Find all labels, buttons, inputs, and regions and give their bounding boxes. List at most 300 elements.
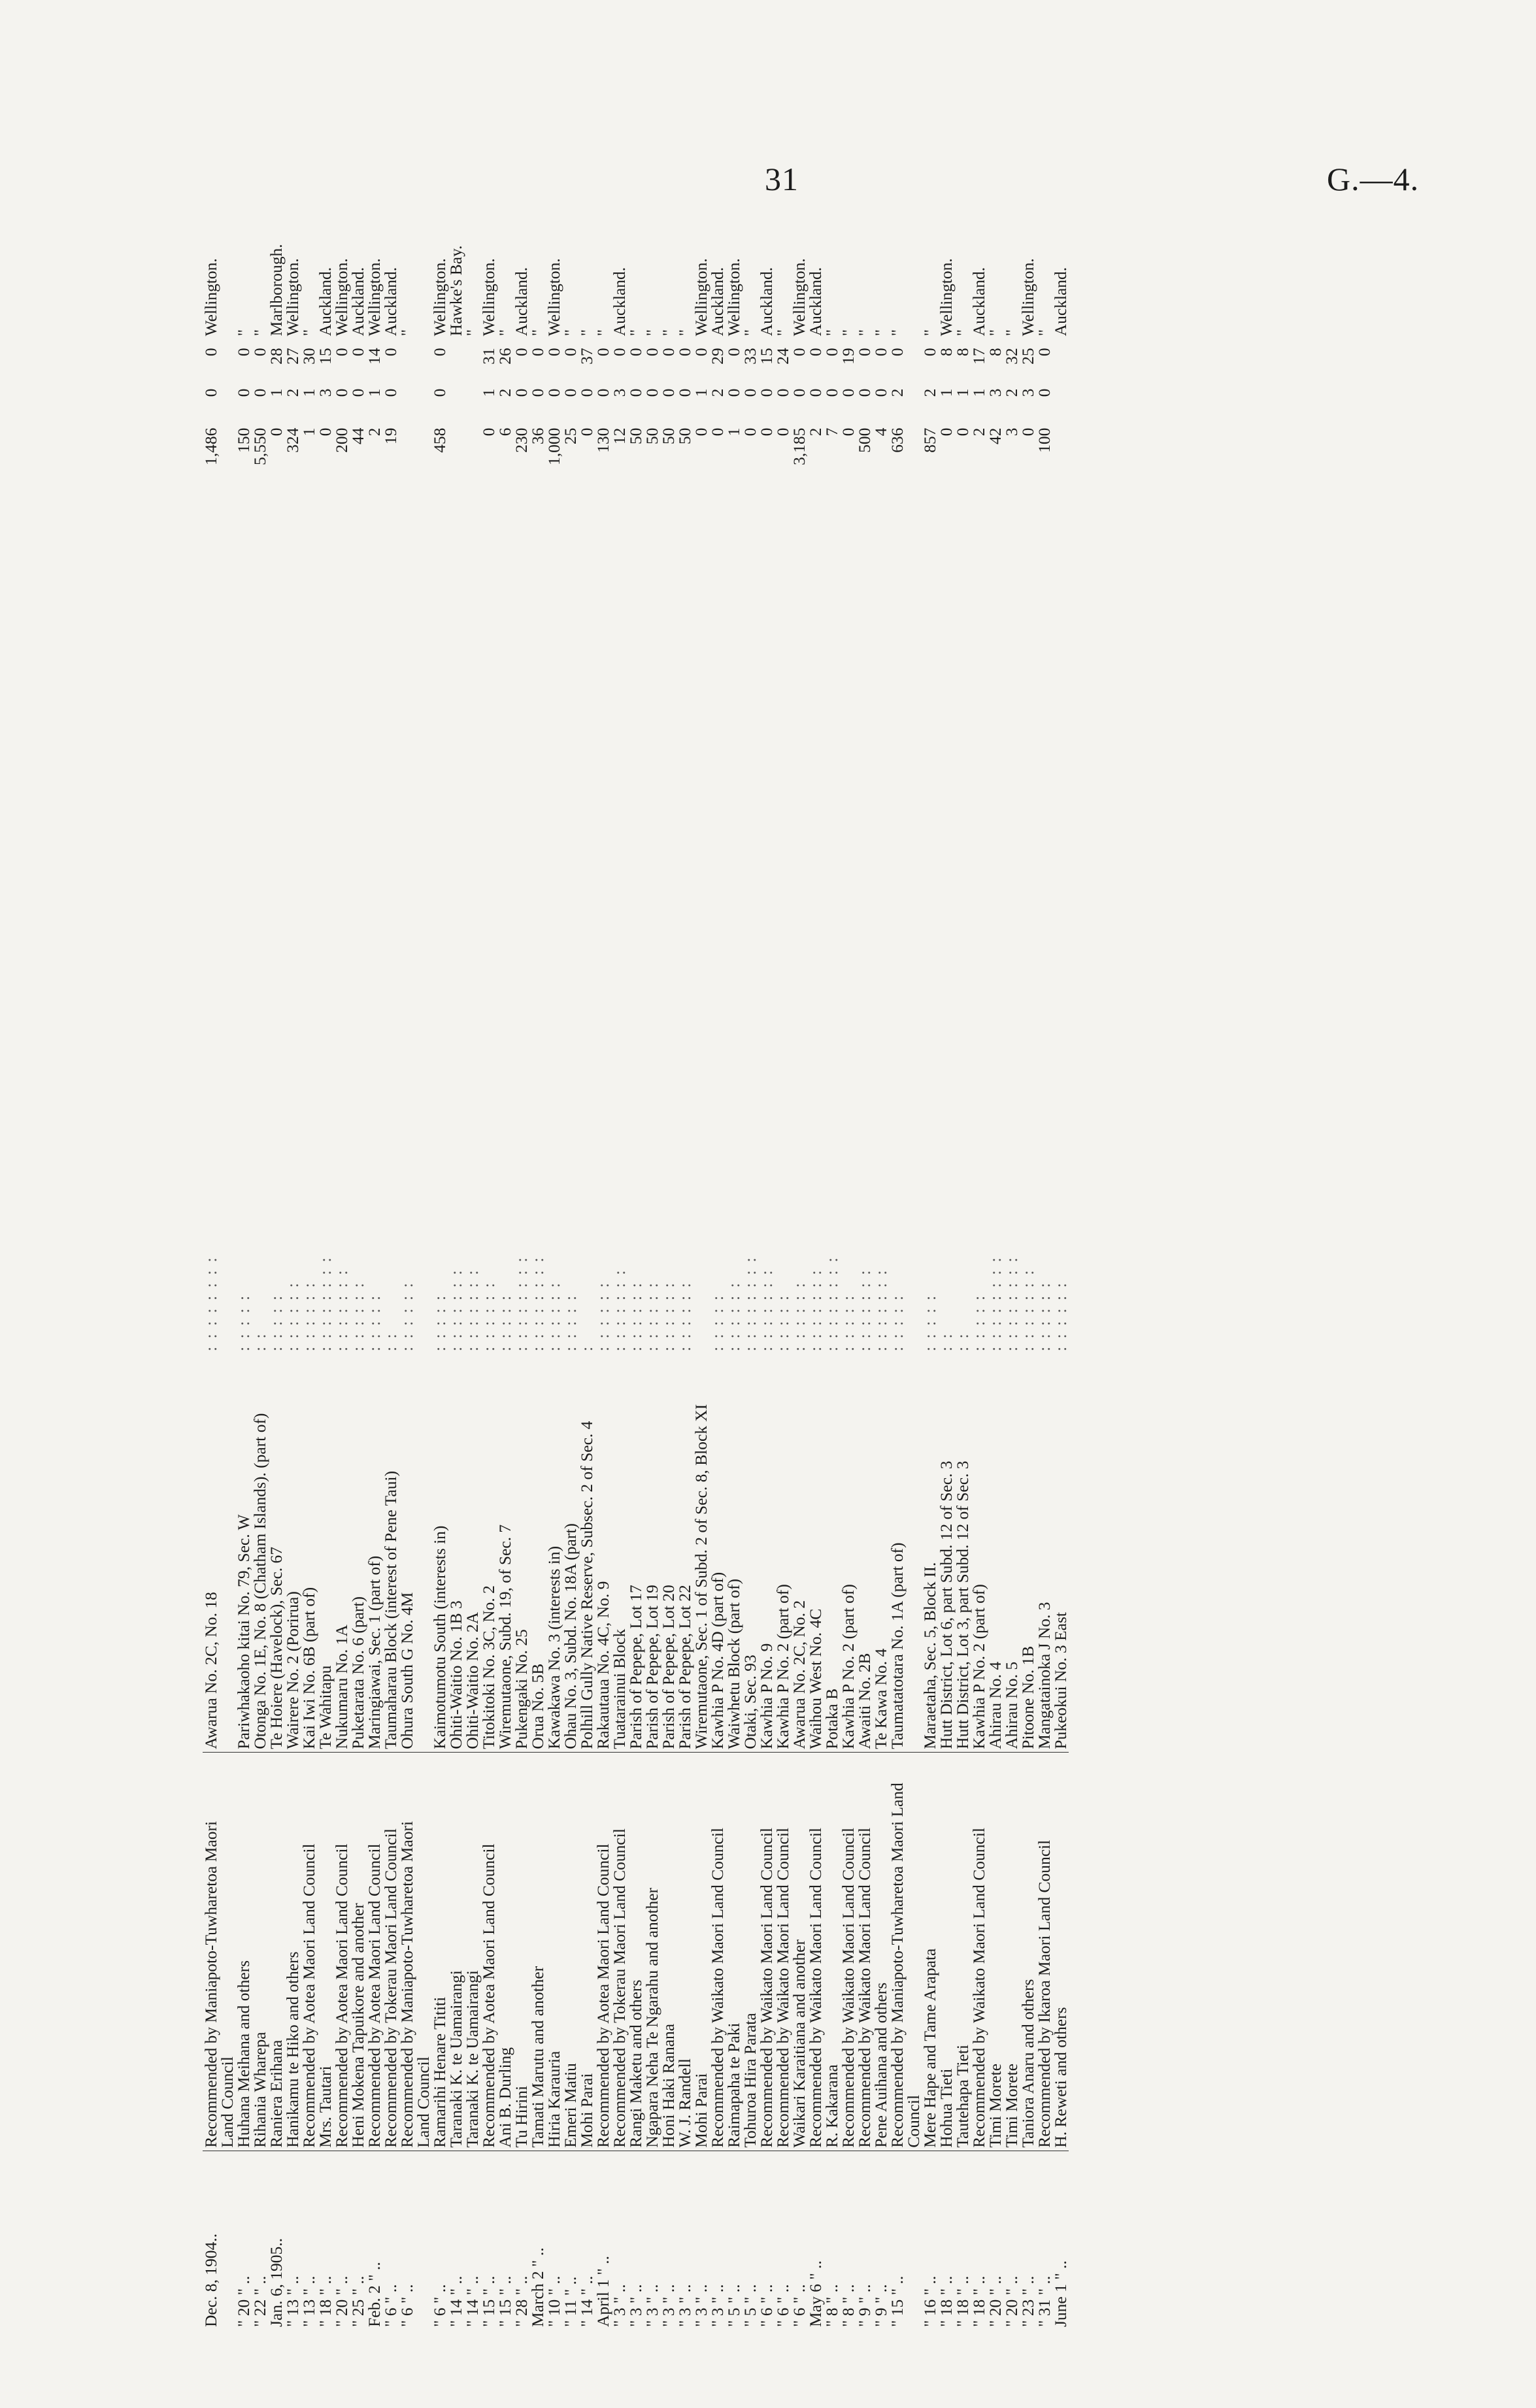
area-acres: 0	[773, 427, 792, 437]
leader-dots: : : : : : : : :	[512, 1255, 531, 1351]
district-cell: "	[741, 329, 760, 337]
table-row	[987, 206, 1003, 2330]
block-cell: Maraetaha, Sec. 5, Block II.	[922, 1354, 938, 1752]
name-cell: Mohi Parai	[578, 1752, 595, 2151]
date-cell: Dec. 8, 1904..	[201, 2233, 220, 2327]
district-cell: "	[855, 329, 874, 337]
area-acres: 19	[381, 427, 400, 445]
table-row	[693, 206, 709, 2330]
date-cell: " 6 " ..	[773, 2284, 792, 2327]
district-cell: "	[953, 329, 972, 337]
block-cell: Ahirau No. 5	[1003, 1354, 1020, 1752]
area-acres: 50	[675, 427, 694, 445]
area-perches: 31	[479, 348, 498, 365]
block-cell: Parish of Pepepe, Lot 22	[676, 1354, 693, 1752]
leader-dots: : : : : : : : :	[822, 1255, 841, 1351]
block-cell: Pariwhakaoho kitai No. 79, Sec. W	[235, 1354, 252, 1752]
table-row	[775, 206, 791, 2330]
area-roods: 0	[528, 388, 547, 397]
table-row	[562, 206, 578, 2330]
table-row	[644, 206, 660, 2330]
name-cell: Taniora Anaru and others	[1020, 1752, 1036, 2151]
area-perches: 30	[299, 348, 318, 365]
area-roods: 3	[316, 388, 335, 397]
district-cell: "	[234, 329, 253, 337]
date-cell: " 6 " ..	[757, 2284, 776, 2327]
leader-dots: : :	[953, 1332, 972, 1351]
block-cell: Te Hoiere (Havelock), Sec. 67	[268, 1354, 284, 1752]
area-roods: 0	[839, 388, 858, 397]
name-cell: Mere Hape and Tame Arapata	[922, 1752, 938, 2151]
date-cell: June 1 " ..	[1051, 2260, 1070, 2327]
leader-dots: : :	[250, 1332, 269, 1351]
leader-dots: : : : : : :	[626, 1281, 645, 1351]
series-code: G.—4.	[1327, 161, 1420, 197]
area-acres: 12	[610, 427, 629, 445]
date-cell: " 15 " ..	[888, 2275, 907, 2327]
area-acres: 50	[643, 427, 661, 445]
area-roods: 2	[283, 388, 302, 397]
area-perches: 0	[201, 348, 220, 357]
area-acres: 42	[986, 427, 1005, 445]
district-cell: Auckland.	[381, 267, 400, 337]
area-acres: 0	[953, 427, 972, 437]
date-cell: " 3 " ..	[675, 2284, 694, 2327]
name-cell: Recommended by Aotea Maori Land Council	[366, 1752, 382, 2151]
block-cell: Ahirau No. 4	[987, 1354, 1003, 1752]
date-cell: " 3 " ..	[610, 2284, 629, 2327]
area-perches: 0	[626, 348, 645, 357]
table-row	[546, 206, 562, 2330]
table-row	[513, 206, 529, 2330]
area-roods: 0	[430, 388, 449, 397]
area-acres: 2	[806, 427, 825, 437]
area-acres: 3,185	[790, 427, 809, 465]
table-row	[480, 206, 497, 2330]
area-roods	[1052, 386, 1069, 425]
table-body	[203, 206, 1069, 2330]
area-roods: 0	[724, 388, 743, 397]
area-perches	[219, 345, 235, 386]
name-cell: Raniera Erihana	[268, 1752, 284, 2151]
area-perches: 0	[610, 348, 629, 357]
table-row	[415, 206, 431, 2330]
area-roods: 2	[708, 388, 727, 397]
area-perches: 0	[528, 348, 547, 357]
table-row	[726, 206, 742, 2330]
table-row	[235, 206, 252, 2330]
table-row	[676, 206, 693, 2330]
table-row	[382, 206, 399, 2330]
name-cell: Tohuroa Hira Parata	[742, 1752, 758, 2151]
leader-dots: : : : : : : :	[463, 1268, 482, 1351]
table-row	[971, 206, 987, 2330]
area-roods: 2	[888, 388, 907, 397]
leader-dots: : : : : :	[969, 1293, 988, 1351]
district-cell: "	[495, 329, 514, 337]
district-cell: Auckland.	[757, 267, 776, 337]
area-perches: 8	[986, 348, 1005, 357]
area-perches: 0	[561, 348, 580, 357]
area-roods: 0	[757, 388, 776, 397]
area-acres	[219, 425, 235, 502]
leader-dots: : : : : : : :	[855, 1268, 874, 1351]
name-cell: Hiria Karauria	[546, 1752, 562, 2151]
area-roods: 0	[577, 388, 596, 397]
leader-dots: : : : : : :	[283, 1281, 302, 1351]
area-acres	[399, 425, 415, 502]
area-roods: 0	[741, 388, 760, 397]
block-cell: Otonga No. 1E, No. 8 (Chatham Islands). (part of)	[252, 1354, 268, 1752]
area-perches	[1052, 345, 1069, 386]
name-cell: Recommended by Waikato Maori Land Council	[840, 1752, 856, 2151]
leader-dots: : : : : :	[920, 1293, 939, 1351]
area-acres: 50	[626, 427, 645, 445]
name-cell: Ani B. Durling	[497, 1752, 513, 2151]
area-acres: 36	[528, 427, 547, 445]
leader-dots: : : : : : :	[1035, 1281, 1054, 1351]
district-cell: "	[528, 329, 547, 337]
name-cell: Waikari Karaitiana and another	[791, 1752, 807, 2151]
area-roods: 1	[937, 388, 956, 397]
area-roods: 0	[1035, 388, 1054, 397]
date-cell: " 15 " ..	[495, 2275, 514, 2327]
area-perches: 32	[1002, 348, 1021, 365]
area-roods	[448, 386, 464, 425]
area-perches: 0	[593, 348, 612, 357]
area-perches: 0	[430, 348, 449, 357]
name-cell: Land Council	[415, 1752, 431, 2151]
leader-dots: : : : : : :	[593, 1281, 612, 1351]
date-cell: " 18 " ..	[953, 2275, 972, 2327]
area-acres: 0	[937, 427, 956, 437]
block-cell: Ohiti-Waitio No. 2A	[464, 1354, 480, 1752]
area-roods: 0	[773, 388, 792, 397]
leader-dots: : : : : :	[234, 1293, 253, 1351]
area-roods: 1	[969, 388, 988, 397]
date-cell: " 9 " ..	[871, 2284, 890, 2327]
leader-dots: : : : : : : :	[332, 1268, 351, 1351]
leader-dots	[415, 502, 431, 1354]
district-cell: Auckland.	[348, 267, 367, 337]
area-roods: 0	[593, 388, 612, 397]
block-cell: Ohura South G No. 4M	[399, 1354, 415, 1752]
block-cell: Hutt District, Lot 6, part Subd. 12 of Sec. 3	[938, 1354, 954, 1752]
name-cell: Tamati Marutu and another	[529, 1752, 546, 2151]
district-cell: Wellington.	[692, 258, 710, 337]
date-cell: " 18 " ..	[316, 2275, 335, 2327]
area-roods: 0	[381, 388, 400, 397]
area-perches	[448, 345, 464, 386]
name-cell: Recommended by Waikato Maori Land Council	[971, 1752, 987, 2151]
table-row	[742, 206, 758, 2330]
date-cell: April 1 " ..	[593, 2256, 612, 2327]
district-cell	[905, 206, 922, 345]
table-row	[431, 206, 448, 2330]
district-cell: Wellington.	[201, 258, 220, 337]
area-roods: 0	[250, 388, 269, 397]
name-cell: Pene Auihana and others	[873, 1752, 889, 2151]
leader-dots: : : : : :	[267, 1293, 286, 1351]
block-cell: Kawhia P No. 9	[758, 1354, 775, 1752]
area-acres: 0	[267, 427, 286, 437]
district-cell: Auckland.	[1051, 267, 1070, 337]
leader-dots	[693, 502, 709, 1354]
area-perches: 0	[790, 348, 809, 357]
name-cell: Tu Hirini	[513, 1752, 529, 2151]
area-perches: 0	[234, 348, 253, 357]
area-acres: 6	[495, 427, 514, 437]
leader-dots: : : : : : :	[643, 1281, 661, 1351]
district-cell: "	[1002, 329, 1021, 337]
area-acres: 0	[577, 427, 596, 437]
area-perches: 33	[741, 348, 760, 365]
block-cell: Hutt District, Lot 3, part Subd. 12 of Sec. 3	[954, 1354, 971, 1752]
table-row	[203, 206, 219, 2330]
area-roods: 0	[332, 388, 351, 397]
district-cell	[219, 206, 235, 345]
table-row	[807, 206, 824, 2330]
table-row	[595, 206, 611, 2330]
table-row	[399, 206, 415, 2330]
district-cell: "	[871, 329, 890, 337]
district-cell: "	[773, 329, 792, 337]
date-cell: " 13 " ..	[283, 2275, 302, 2327]
area-perches: 14	[365, 348, 384, 365]
district-cell: "	[675, 329, 694, 337]
name-cell: Recommended by Maniapoto-Tuwharetoa Maori	[399, 1752, 415, 2151]
district-cell: "	[397, 329, 416, 337]
name-cell: Land Council	[219, 1752, 235, 2151]
date-cell: " 6 " ..	[397, 2284, 416, 2327]
table-row	[954, 206, 971, 2330]
name-cell: Recommended by Ikaroa Maori Land Council	[1036, 1752, 1052, 2151]
block-cell: Taumaharau Block (interest of Pene Taui)	[382, 1354, 399, 1752]
area-acres: 150	[234, 427, 253, 453]
district-cell: Wellington.	[1018, 258, 1037, 337]
block-cell: Parish of Pepepe, Lot 20	[660, 1354, 676, 1752]
area-roods: 3	[1018, 388, 1037, 397]
table-row	[611, 206, 627, 2330]
leader-dots: : :	[381, 1332, 400, 1351]
date-cell: " 6 " ..	[790, 2284, 809, 2327]
area-perches: 0	[675, 348, 694, 357]
date-cell: " 13 " ..	[299, 2275, 318, 2327]
area-roods: 0	[201, 388, 220, 397]
area-perches: 24	[773, 348, 792, 365]
block-cell: Kawakawa No. 3 (interests in)	[546, 1354, 562, 1752]
name-cell: Hohua Tieti	[938, 1752, 954, 2151]
block-cell: Mangatainoka J No. 3	[1036, 1354, 1052, 1752]
area-roods: 2	[495, 388, 514, 397]
table-row	[938, 206, 954, 2330]
block-cell	[415, 1354, 431, 1752]
area-perches: 29	[708, 348, 727, 365]
district-cell: Wellington.	[544, 258, 563, 337]
area-acres: 230	[512, 427, 531, 453]
leader-dots: : : : : : : : :	[741, 1255, 760, 1351]
district-cell: "	[986, 329, 1005, 337]
leader-dots: : : : : : :	[348, 1281, 367, 1351]
district-cell: "	[1035, 329, 1054, 337]
district-cell: "	[839, 329, 858, 337]
area-perches: 0	[888, 348, 907, 357]
table-row	[824, 206, 840, 2330]
area-perches: 37	[577, 348, 596, 365]
block-cell: Kawhia P No. 2 (part of)	[971, 1354, 987, 1752]
date-cell: " 14 " ..	[446, 2275, 465, 2327]
block-cell: Ohau No. 3, Subd. No. 18A (part)	[562, 1354, 578, 1752]
area-roods: 2	[920, 388, 939, 397]
date-cell: " 6 " ..	[430, 2284, 449, 2327]
leader-dots: : : : : : :	[544, 1281, 563, 1351]
name-cell: Recommended by Aotea Maori Land Council	[301, 1752, 317, 2151]
area-acres: 1,486	[201, 427, 220, 465]
block-cell: Wiremutaone, Sec. 1 of Subd. 2 of Sec. 8, Block XI	[693, 1354, 709, 1752]
table-row	[284, 206, 301, 2330]
table-row	[301, 206, 317, 2330]
name-cell: R. Kakarana	[824, 1752, 840, 2151]
area-roods: 1	[267, 388, 286, 397]
area-acres: 324	[283, 427, 302, 453]
name-cell: Recommended by Maniapoto-Tuwharetoa Maori	[203, 1752, 219, 2151]
area-roods: 0	[544, 388, 563, 397]
area-perches: 0	[544, 348, 563, 357]
area-acres: 200	[332, 427, 351, 453]
table-row	[1020, 206, 1036, 2330]
district-cell: "	[659, 329, 678, 337]
area-acres: 458	[430, 427, 449, 453]
district-cell: Hawke's Bay.	[446, 245, 465, 337]
block-cell: Puketarata No. 6 (part)	[350, 1354, 366, 1752]
name-cell: Recommended by Maniapoto-Tuwharetoa Maori Land	[889, 1752, 905, 2151]
name-cell: Recommended by Aotea Maori Land Council	[480, 1752, 497, 2151]
date-cell: " 3 " ..	[626, 2284, 645, 2327]
area-roods: 0	[855, 388, 874, 397]
rotated-table-container	[203, 206, 1373, 2330]
area-perches: 0	[512, 348, 531, 357]
area-roods	[219, 386, 235, 425]
table-row	[791, 206, 807, 2330]
block-cell: Wairere No. 2 (Porirua)	[284, 1354, 301, 1752]
district-cell: "	[643, 329, 661, 337]
name-cell: Recommended by Waikato Maori Land Council	[709, 1752, 726, 2151]
district-cell: Wellington.	[283, 258, 302, 337]
date-cell: " 20 " ..	[1002, 2275, 1021, 2327]
area-roods: 1	[479, 388, 498, 397]
block-cell: Pitoone No. 1B	[1020, 1354, 1036, 1752]
name-cell: Recommended by Waikato Maori Land Council	[758, 1752, 775, 2151]
district-cell: Wellington.	[937, 258, 956, 337]
name-cell: Raimapaha te Paki	[726, 1752, 742, 2151]
name-cell: Heni Mokena Tapuikore and another	[350, 1752, 366, 2151]
date-cell: March 2 " ..	[528, 2247, 547, 2327]
table-row	[350, 206, 366, 2330]
district-cell: "	[626, 329, 645, 337]
district-cell: "	[561, 329, 580, 337]
leader-dots: : : : : : : : :	[986, 1255, 1005, 1351]
area-perches: 0	[250, 348, 269, 357]
name-cell: Recommended by Waikato Maori Land Council	[807, 1752, 824, 2151]
name-cell: Tautehapa Tieti	[954, 1752, 971, 2151]
district-cell: Auckland.	[806, 267, 825, 337]
district-cell: Wellington.	[430, 258, 449, 337]
leader-dots: : : : : : :	[397, 1281, 416, 1351]
name-cell: Recommended by Tokerau Maori Land Council	[382, 1752, 399, 2151]
date-cell: " 20 " ..	[234, 2275, 253, 2327]
table-row	[660, 206, 676, 2330]
area-acres	[464, 425, 480, 502]
date-cell: " 5 " ..	[741, 2284, 760, 2327]
area-perches: 0	[643, 348, 661, 357]
leader-dots	[219, 502, 235, 1354]
date-cell: " 5 " ..	[724, 2284, 743, 2327]
name-cell: Recommended by Waikato Maori Land Council	[856, 1752, 873, 2151]
district-cell: Wellington.	[724, 258, 743, 337]
name-cell: Emeri Matiu	[562, 1752, 578, 2151]
table-row	[873, 206, 889, 2330]
area-roods: 0	[234, 388, 253, 397]
area-perches	[399, 345, 415, 386]
date-cell	[415, 2151, 431, 2330]
block-cell: Polhill Gully Native Reserve, Subsec. 2 of Sec. 4	[578, 1354, 595, 1752]
area-perches: 25	[1018, 348, 1037, 365]
area-acres: 3	[1002, 427, 1021, 437]
district-cell: Auckland.	[610, 267, 629, 337]
leader-dots: : : : : : : :	[806, 1268, 825, 1351]
name-cell: H. Reweti and others	[1052, 1752, 1069, 2151]
table-row	[1003, 206, 1020, 2330]
area-roods: 1	[299, 388, 318, 397]
name-cell: Mrs. Tautari	[317, 1752, 333, 2151]
date-cell: " 18 " ..	[969, 2275, 988, 2327]
area-acres: 44	[348, 427, 367, 445]
area-perches: 0	[871, 348, 890, 357]
block-cell: Taumatatotara No. 1A (part of)	[889, 1354, 905, 1752]
area-roods: 2	[1002, 388, 1021, 397]
date-cell: May 6 " ..	[806, 2260, 825, 2327]
area-perches: 8	[937, 348, 956, 357]
area-perches: 0	[332, 348, 351, 357]
block-cell: Kawhia P No. 2 (part of)	[840, 1354, 856, 1752]
block-cell: Titokitoki No. 3C, No. 2	[480, 1354, 497, 1752]
block-cell: Pukengaki No. 25	[513, 1354, 529, 1752]
leader-dots: : : : : : :	[1051, 1281, 1070, 1351]
area-perches: 0	[348, 348, 367, 357]
date-cell: " 20 " ..	[986, 2275, 1005, 2327]
district-cell: Auckland.	[512, 267, 531, 337]
name-cell: Mohi Parai	[693, 1752, 709, 2151]
date-cell: " 8 " ..	[822, 2284, 841, 2327]
table-row	[1052, 206, 1069, 2330]
table-row	[758, 206, 775, 2330]
area-perches: 28	[267, 348, 286, 365]
date-cell: " 9 " ..	[855, 2284, 874, 2327]
leader-dots: : : : : : : : :	[201, 1255, 220, 1351]
block-cell: Parish of Pepepe, Lot 19	[644, 1354, 660, 1752]
date-cell: " 16 " ..	[920, 2275, 939, 2327]
area-perches: 0	[724, 348, 743, 357]
area-acres: 0	[692, 427, 710, 437]
leader-dots: : : : : : :	[659, 1281, 678, 1351]
date-cell: " 23 " ..	[1018, 2275, 1037, 2327]
area-acres: 1,000	[544, 427, 563, 465]
district-cell: "	[888, 329, 907, 337]
table-row	[1036, 206, 1052, 2330]
area-roods	[464, 386, 480, 425]
name-cell: Honi Haki Ranana	[660, 1752, 676, 2151]
district-cell: "	[250, 329, 269, 337]
